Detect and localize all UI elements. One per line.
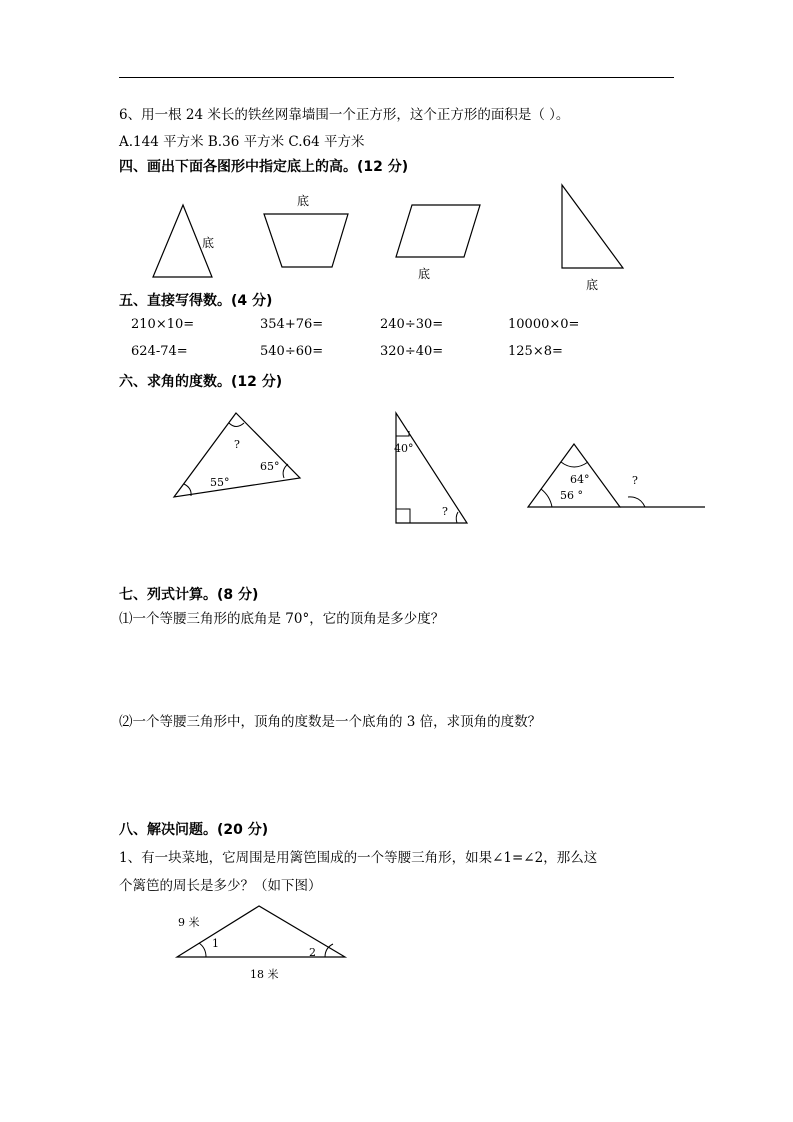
fig1-angle-a: ?: [234, 438, 240, 451]
calc-item: 540÷60=: [260, 344, 324, 359]
calc-item: 125×8=: [508, 344, 563, 359]
calc-item: 320÷40=: [380, 344, 444, 359]
s4-label-trapezoid: 底: [297, 194, 310, 208]
calc-item: 624-74=: [131, 344, 188, 359]
s4-label-parallelogram: 底: [418, 267, 431, 281]
fig2-angle-b: ?: [442, 505, 448, 518]
section7-q2: ⑵一个等腰三角形中，顶角的度数是一个底角的 3 倍，求顶角的度数？: [119, 714, 542, 730]
fig3-angle-a: 64°: [570, 473, 590, 486]
section8-q1-line1: 1、有一块菜地，它周围是用篱笆围成的一个等腰三角形，如果∠1=∠2，那么这: [119, 850, 598, 866]
s8-isosceles-triangle: [177, 906, 345, 957]
calc-item: 210×10=: [131, 317, 195, 332]
fig1-angle-b: 65°: [260, 460, 280, 473]
section7-q1: ⑴一个等腰三角形的底角是 70°，它的顶角是多少度？: [119, 611, 445, 627]
fig2-angle-a: 40°: [394, 442, 414, 455]
fig3-angle-b: 56 °: [560, 489, 583, 502]
calc-item: 10000×0=: [508, 317, 580, 332]
calc-item: 354+76=: [260, 317, 324, 332]
section5-title: 五、直接写得数。(4 分): [119, 293, 273, 309]
s8-side-label: 9 米: [178, 916, 200, 929]
fig3-angle-c: ?: [632, 474, 638, 487]
section8-title: 八、解决问题。(20 分): [119, 822, 269, 838]
section7-title: 七、列式计算。(8 分): [119, 587, 259, 603]
s4-label-right-triangle: 底: [586, 278, 599, 292]
q6-options: A.144 平方米 B.36 平方米 C.64 平方米: [119, 134, 365, 150]
s8-angle2-label: 2: [309, 946, 316, 959]
s4-label-triangle: 底: [202, 236, 215, 250]
s8-base-label: 18 米: [250, 968, 279, 981]
s8-angle1-label: 1: [212, 937, 219, 950]
section6-title: 六、求角的度数。(12 分): [119, 374, 283, 390]
section4-title: 四、画出下面各图形中指定底上的高。(12 分): [119, 159, 409, 175]
section8-q1-line2: 个篱笆的周长是多少？（如下图）: [119, 878, 322, 894]
fig1-angle-c: 55°: [210, 476, 230, 489]
calc-item: 240÷30=: [380, 317, 444, 332]
q6-text: 6、用一根 24 米长的铁丝网靠墙围一个正方形，这个正方形的面积是（ ）。: [119, 107, 570, 123]
